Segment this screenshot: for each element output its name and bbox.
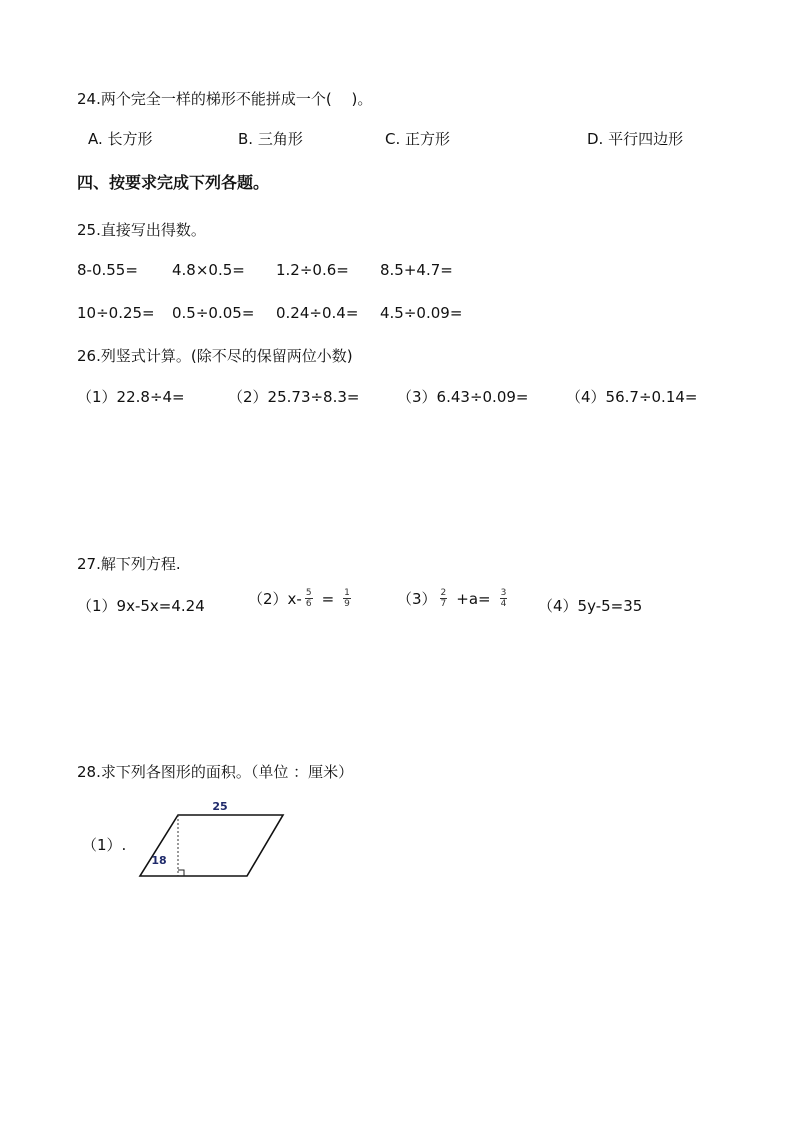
q28-item1-label: （1）. — [82, 836, 127, 854]
fraction-numerator: 3 — [500, 588, 507, 598]
q27-item4: （4）5y-5=35 — [538, 597, 643, 615]
q27-item2-equals: = — [321, 589, 335, 608]
q25-row1-item4: 8.5+4.7= — [380, 261, 453, 279]
q27-item3-mid: +a= — [456, 589, 491, 608]
base-label: 25 — [212, 800, 228, 813]
q25-row2-item1: 10÷0.25= — [77, 304, 155, 322]
q25-row1-item2: 4.8×0.5= — [172, 261, 245, 279]
q24-option-b[interactable]: B. 三角形 — [238, 130, 303, 148]
fraction-denominator: 6 — [305, 599, 312, 609]
q26-stem: 26.列竖式计算。(除不尽的保留两位小数) — [77, 347, 353, 365]
q27-item3 — [397, 588, 510, 609]
q25-row2-item4: 4.5÷0.09= — [380, 304, 463, 322]
right-angle-mark — [178, 870, 184, 876]
q24-option-c[interactable]: C. 正方形 — [385, 130, 451, 148]
q27-item2-fraction-1 — [305, 588, 313, 609]
q25-row1-item1: 8-0.55= — [77, 261, 138, 279]
fraction-denominator: 4 — [500, 599, 507, 609]
q27-item1: （1）9x-5x=4.24 — [77, 597, 205, 615]
q27-item2-fraction-2 — [343, 588, 351, 609]
q27-item2-prefix: （2）x- — [248, 590, 302, 608]
parallelogram-figure — [135, 797, 295, 882]
q27-item3-fraction-2 — [500, 588, 508, 609]
q26-item2: （2）25.73÷8.3= — [228, 388, 360, 406]
fraction-denominator: 7 — [440, 599, 447, 609]
q25-row2-item3: 0.24÷0.4= — [276, 304, 359, 322]
fraction-numerator: 2 — [440, 588, 447, 598]
q27-item2 — [248, 588, 354, 609]
section-heading: 四、按要求完成下列各题。 — [77, 173, 270, 192]
q27-item3-fraction-1 — [440, 588, 448, 609]
q25-row1-item3: 1.2÷0.6= — [276, 261, 349, 279]
q27-stem: 27.解下列方程. — [77, 555, 181, 573]
q24-stem: 24.两个完全一样的梯形不能拼成一个( )。 — [77, 90, 373, 108]
fraction-numerator: 5 — [305, 588, 312, 598]
q28-stem: 28.求下列各图形的面积。（单位 ：厘米） — [77, 763, 354, 781]
height-label: 18 — [151, 854, 167, 867]
fraction-denominator: 9 — [344, 599, 350, 609]
q26-item4: （4）56.7÷0.14= — [566, 388, 698, 406]
q25-row2-item2: 0.5÷0.05= — [172, 304, 255, 322]
q24-option-a[interactable]: A. 长方形 — [88, 130, 153, 148]
q27-item3-prefix: （3） — [397, 590, 437, 608]
q25-stem: 25.直接写出得数。 — [77, 221, 206, 239]
q24-option-d[interactable]: D. 平行四边形 — [587, 130, 684, 148]
q26-item3: （3）6.43÷0.09= — [397, 388, 529, 406]
q26-item1: （1）22.8÷4= — [77, 388, 185, 406]
fraction-numerator: 1 — [344, 588, 350, 598]
